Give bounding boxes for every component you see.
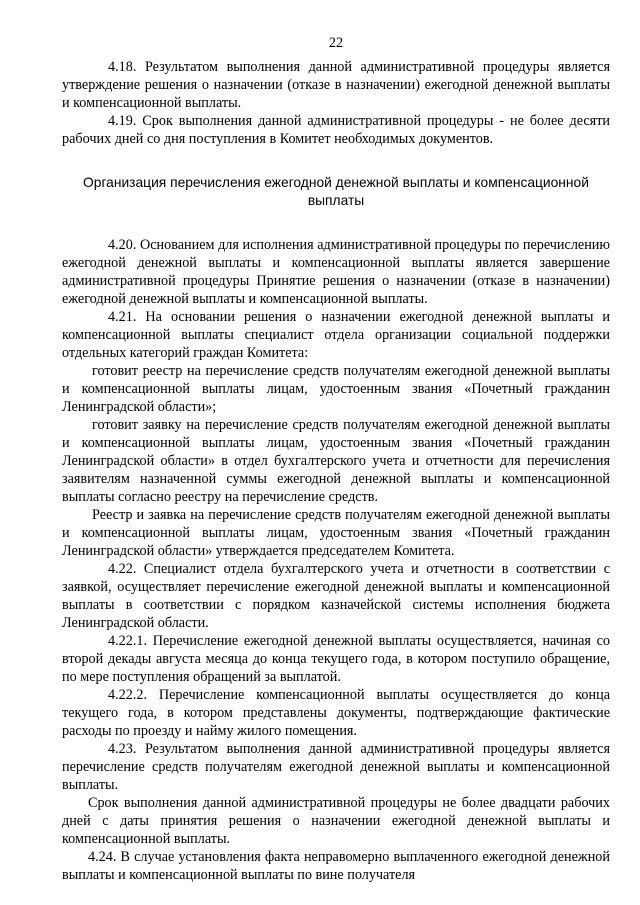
paragraph-4-18: 4.18. Результатом выполнения данной административной процедуры является утверждение решения о назначении (отказе в назначении) ежегодной денежной выплаты и компенсационной выплаты.	[62, 59, 610, 111]
paragraph-4-24: 4.24. В случае установления факта неправомерно выплаченного ежегодной денежной выплаты и компенсационной выплаты по вине получателя	[62, 849, 610, 883]
paragraph-4-22-2: 4.22.2. Перечисление компенсационной выплаты осуществляется до конца текущего года, в котором представлены документы, подтверждающие фактические расходы по проезду и найму жилого помещения.	[62, 687, 610, 739]
page-number: 22	[328, 35, 344, 51]
paragraph-4-19: 4.19. Срок выполнения данной административной процедуры - не более десяти рабочих дней со дня поступления в Комитет необходимых документов.	[62, 113, 610, 147]
list-item-registry: готовит реестр на перечисление средств получателям ежегодной денежной выплаты и компенсационной выплаты лицам, удостоенным звания «Почетный гражданин Ленинградской области»;	[62, 363, 610, 415]
list-item-request: готовит заявку на перечисление средств получателям ежегодной денежной выплаты и компенсационной выплаты лицам, удостоенным звания «Почетный гражданин Ленинградской области» в отдел бухгалтерского учета и отчетности для перечисления заявителям назначенной суммы ежегодной денежной выплаты и компенсационной выплаты согласно реестру на перечисление средств.	[62, 417, 610, 505]
paragraph-approval: Реестр и заявка на перечисление средств получателям ежегодной денежной выплаты и компенсационной выплаты лицам, удостоенным звания «Почетный гражданин Ленинградской области» утверждается председателем Комитета.	[62, 507, 610, 559]
paragraph-4-21: 4.21. На основании решения о назначении ежегодной денежной выплаты и компенсационной выплаты специалист отдела организации социальной поддержки отдельных категорий граждан Комитета:	[62, 309, 610, 361]
paragraph-4-22: 4.22. Специалист отдела бухгалтерского учета и отчетности в соответствии с заявкой, осуществляет перечисление ежегодной денежной выплаты и компенсационной выплаты в соответствии с порядком казначейской системы исполнения бюджета Ленинградской области.	[62, 561, 610, 631]
paragraph-4-23: 4.23. Результатом выполнения данной административной процедуры является перечисление средств получателям ежегодной денежной выплаты и компенсационной выплаты.	[62, 741, 610, 793]
paragraph-4-22-1: 4.22.1. Перечисление ежегодной денежной выплаты осуществляется, начиная со второй декады августа месяца до конца текущего года, в котором поступило обращение, по мере поступления обращений за выплатой.	[62, 633, 610, 685]
paragraph-4-20: 4.20. Основанием для исполнения административной процедуры по перечислению ежегодной денежной выплаты и компенсационной выплаты является завершение административной процедуры Принятие решения о назначении (отказе в назначении) ежегодной денежной выплаты и компенсационной выплаты.	[62, 237, 610, 307]
paragraph-deadline: Срок выполнения данной административной процедуры не более двадцати рабочих дней с даты принятия решения о назначении ежегодной денежной выплаты и компенсационной выплаты.	[62, 795, 610, 847]
section-title: Организация перечисления ежегодной денежной выплаты и компенсационной выплаты	[83, 175, 589, 208]
